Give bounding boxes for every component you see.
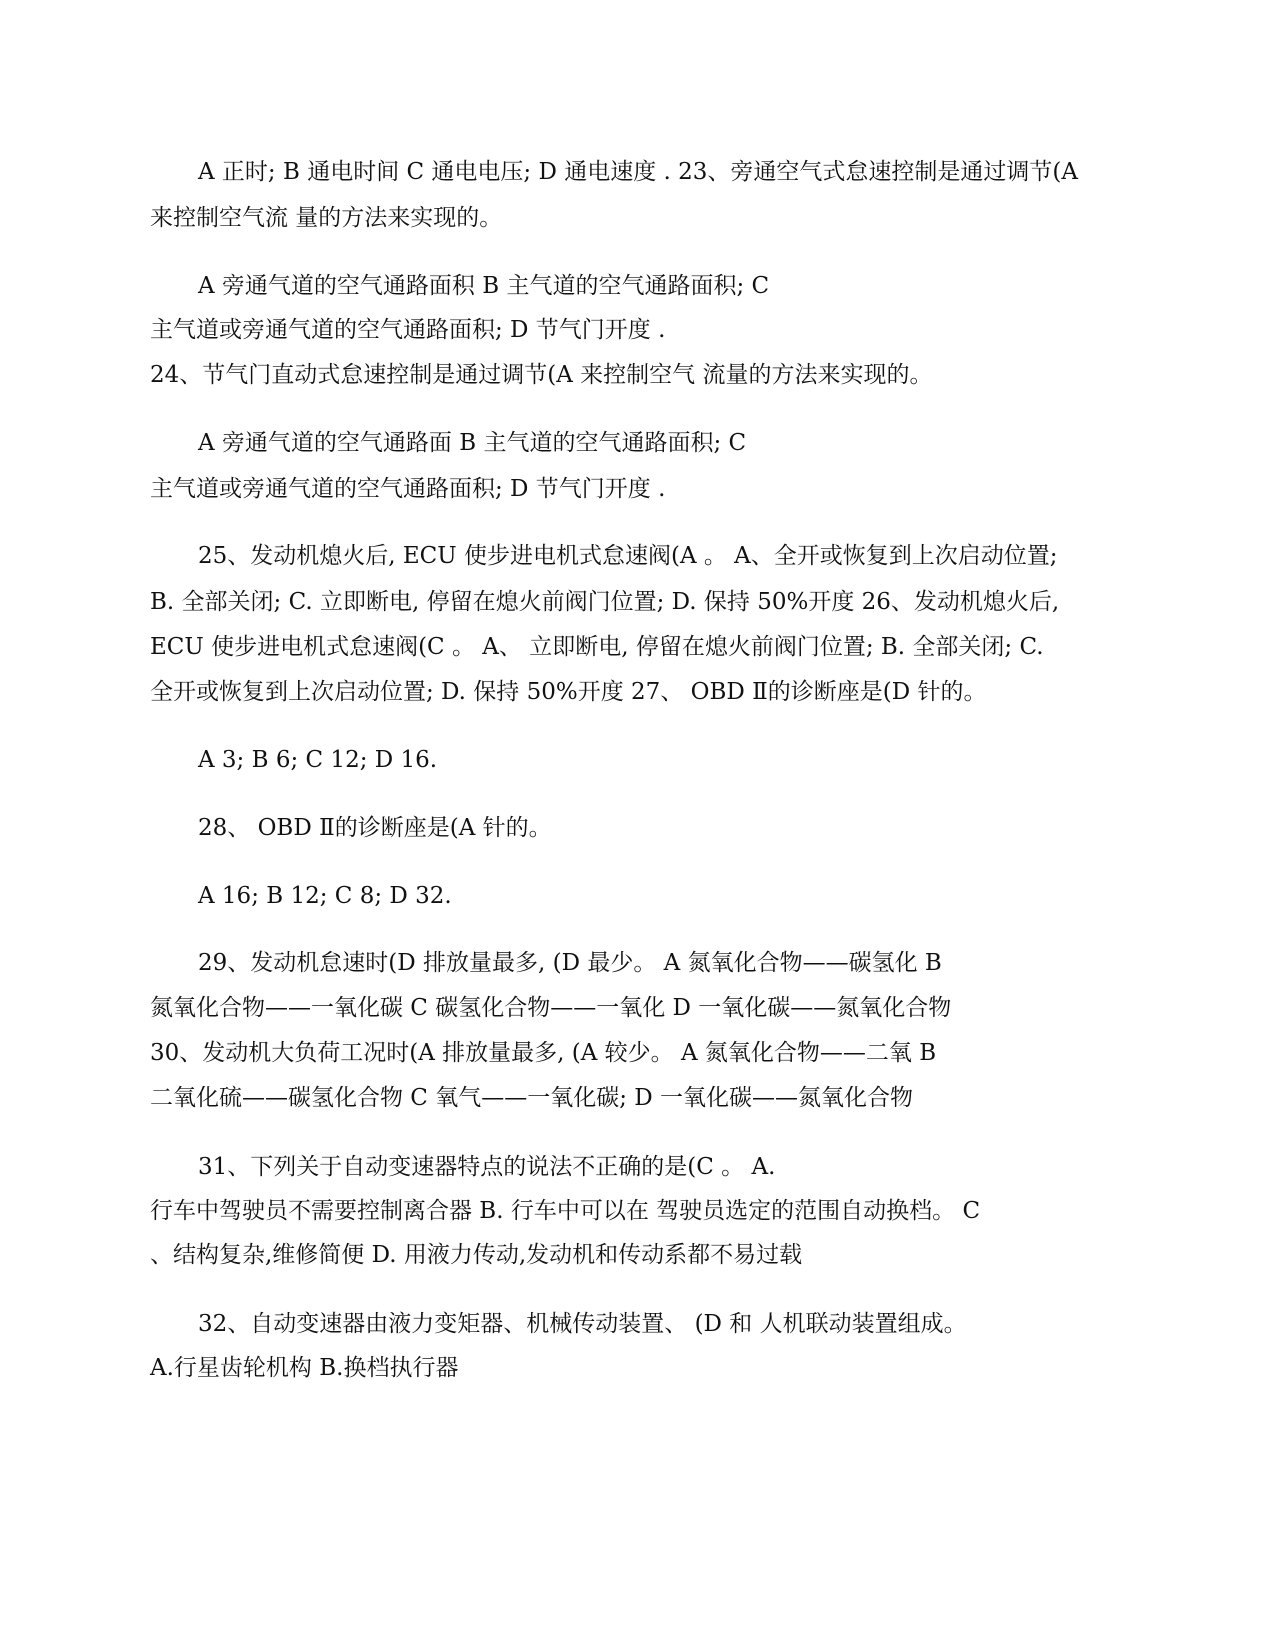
text-line-2: 来控制空气流 量的方法来实现的。 xyxy=(150,205,503,231)
text-line-7: 主气道或旁通气道的空气通路面积; D 节气门开度 . xyxy=(150,476,666,502)
text-line-13: 28、 OBD Ⅱ的诊断座是(A 针的。 xyxy=(198,815,552,841)
text-line-16: 氮氧化合物——一氧化碳 C 碳氢化合物——一氧化 D 一氧化碳——氮氧化合物 xyxy=(150,995,952,1021)
text-line-17: 30、发动机大负荷工况时(A 排放量最多, (A 较少。 A 氮氧化合物——二氧 B xyxy=(150,1040,937,1066)
text-line-4: 主气道或旁通气道的空气通路面积; D 节气门开度 . xyxy=(150,317,666,343)
text-line-3: A 旁通气道的空气通路面积 B 主气道的空气通路面积; C xyxy=(198,273,770,299)
text-line-19: 31、下列关于自动变速器特点的说法不正确的是(C 。 A. xyxy=(198,1154,776,1180)
text-line-15: 29、发动机怠速时(D 排放量最多, (D 最少。 A 氮氧化合物——碳氢化 B xyxy=(198,950,942,976)
text-line-14: A 16; B 12; C 8; D 32. xyxy=(198,883,452,909)
text-line-23: A.行星齿轮机构 B.换档执行器 xyxy=(150,1355,459,1381)
text-line-5: 24、节气门直动式怠速控制是通过调节(A 来控制空气 流量的方法来实现的。 xyxy=(150,362,933,388)
text-line-10: ECU 使步进电机式怠速阀(C 。 A、 立即断电, 停留在熄火前阀门位置; B. 全部关闭; C. xyxy=(150,634,1044,660)
text-line-6: A 旁通气道的空气通路面 B 主气道的空气通路面积; C xyxy=(198,430,747,456)
text-line-12: A 3; B 6; C 12; D 16. xyxy=(198,747,438,773)
text-line-9: B. 全部关闭; C. 立即断电, 停留在熄火前阀门位置; D. 保持 50%开度 26、发动机熄火后, xyxy=(150,589,1060,615)
text-line-11: 全开或恢复到上次启动位置; D. 保持 50%开度 27、 OBD Ⅱ的诊断座是(D 针的。 xyxy=(150,679,987,705)
text-line-20: 行车中驾驶员不需要控制离合器 B. 行车中可以在 驾驶员选定的范围自动换档。 C xyxy=(150,1198,981,1224)
text-line-21: 、结构复杂,维修简便 D. 用液力传动,发动机和传动系都不易过载 xyxy=(150,1242,803,1268)
text-line-22: 32、自动变速器由液力变矩器、机械传动装置、 (D 和 人机联动装置组成。 xyxy=(198,1311,967,1337)
text-line-18: 二氧化硫——碳氢化合物 C 氧气——一氧化碳; D 一氧化碳——氮氧化合物 xyxy=(150,1085,914,1111)
text-line-8: 25、发动机熄火后, ECU 使步进电机式怠速阀(A 。 A、全开或恢复到上次启动位置; xyxy=(198,543,1058,569)
text-line-1: A 正时; B 通电时间 C 通电电压; D 通电速度 . 23、旁通空气式怠速控制是通过调节(A xyxy=(198,159,1079,185)
